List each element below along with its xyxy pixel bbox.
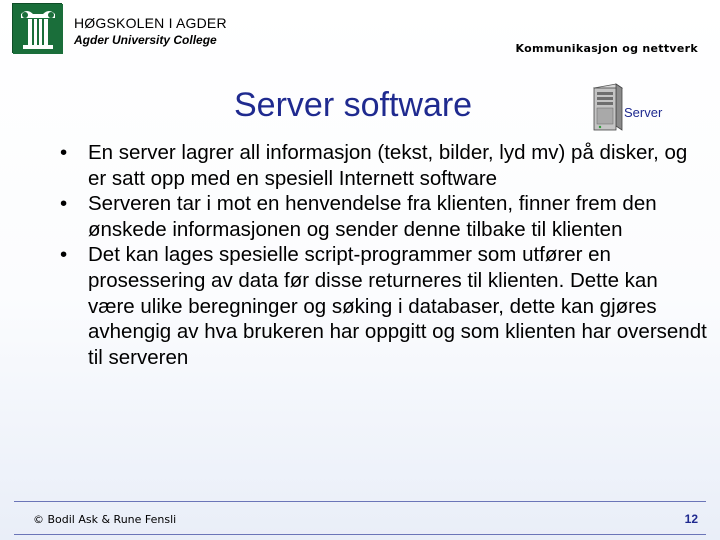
footer-divider (14, 501, 706, 502)
server-tower-icon (590, 82, 626, 134)
school-subtitle: Agder University College (74, 33, 217, 47)
school-name: HØGSKOLEN I AGDER (74, 15, 227, 31)
bullet-text: Serveren tar i mot en henvendelse fra klienten, finner frem den ønskede informasjonen og sender denne tilbake til klienten (88, 192, 657, 241)
bullet-text: Det kan lages spesielle script-programmer som utfører en prosessering av data før disse returneres til klienten. Dette kan være ulike beregninger og søking i databaser, dette kan gjøres avhengig av hva brukeren har oppgitt og som klienten har oversendt til serveren (88, 243, 707, 369)
bullet-icon: • (60, 192, 68, 216)
author-credit: © Bodil Ask & Rune Fensli (33, 513, 177, 526)
school-logo (12, 3, 62, 53)
list-item (60, 191, 710, 242)
pillar-logo-icon (13, 4, 63, 54)
list-item (60, 242, 710, 370)
course-name: Kommunikasjon og nettverk (515, 42, 698, 55)
bullet-list (60, 140, 710, 370)
slide-title: Server software (234, 86, 473, 124)
page-number: 12 (684, 512, 698, 526)
list-item (60, 140, 710, 191)
bullet-icon: • (60, 243, 68, 267)
bullet-text: En server lagrer all informasjon (tekst, bilder, lyd mv) på disker, og er satt opp med en spesiell Internett software (88, 141, 688, 190)
server-label: Server (624, 105, 663, 120)
bullet-icon: • (60, 141, 68, 164)
footer-bottom-divider (14, 534, 706, 535)
